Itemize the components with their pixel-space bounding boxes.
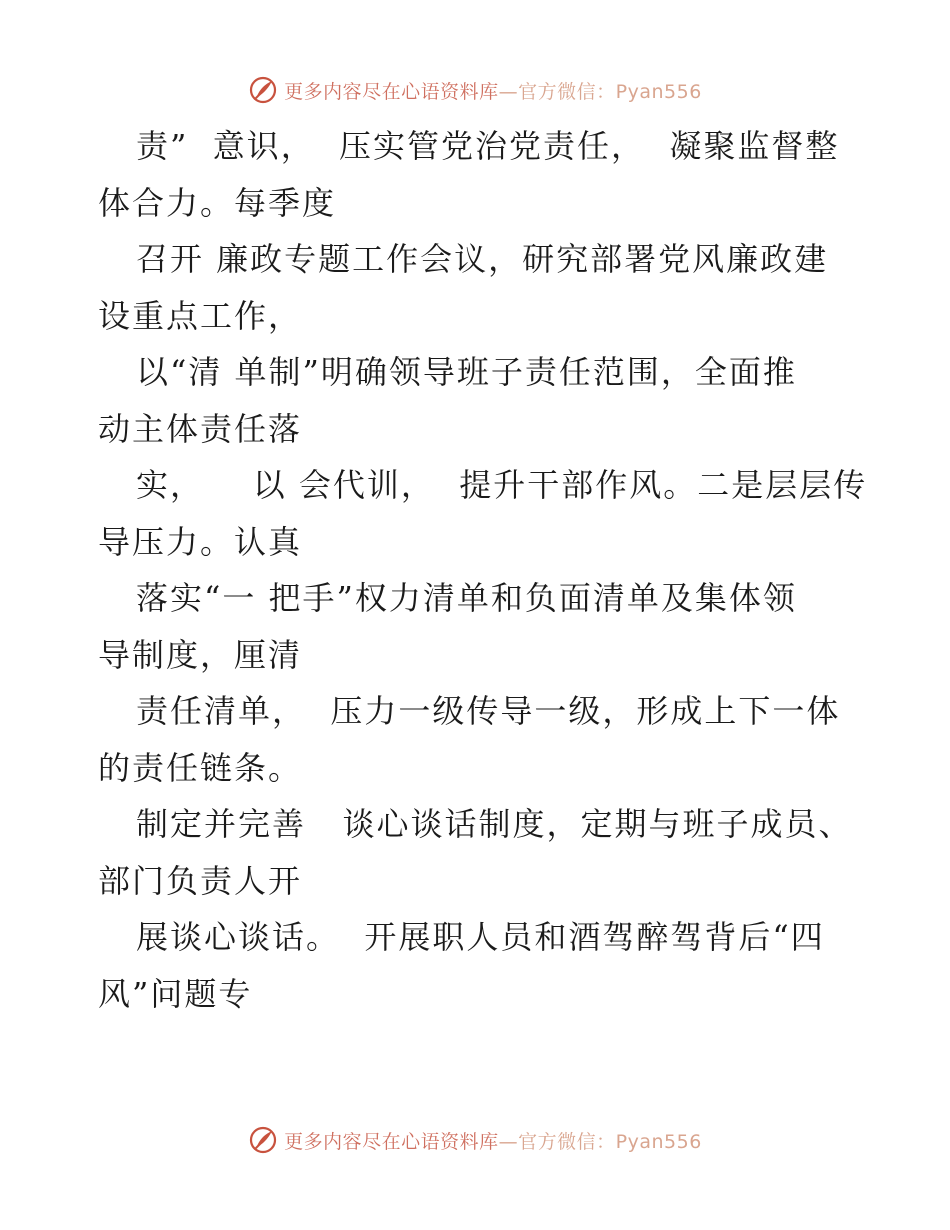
footer-watermark	[0, 1120, 950, 1160]
body-text-line: 实， 以 会代训， 提升干部作风。二是层层传	[136, 466, 868, 504]
body-text-line: 体合力。每季度	[98, 183, 337, 222]
body-text-line: 导制度，厘清	[98, 635, 303, 674]
body-text-line: 召开 廉政专题工作会议，研究部署党风廉政建	[136, 240, 829, 278]
feather-pen-circle-icon	[248, 75, 278, 105]
body-text-line: 风”问题专	[98, 974, 253, 1013]
body-text-line: 展谈心谈话。 开展职人员和酒驾醉驾背后“四	[136, 918, 825, 956]
watermark-text: 更多内容尽在心语资料库—官方微信：Pyan556	[284, 1130, 702, 1153]
body-text-line: 动主体责任落	[98, 409, 303, 448]
body-text-line: 的责任链条。	[98, 748, 303, 787]
body-text-line: 部门负责人开	[98, 861, 303, 900]
document-body	[98, 118, 868, 1022]
feather-pen-circle-icon	[248, 1125, 278, 1155]
body-text-line: 导压力。认真	[98, 522, 303, 561]
watermark-text: 更多内容尽在心语资料库—官方微信：Pyan556	[284, 80, 702, 103]
body-text-line: 以“清 单制”明确领导班子责任范围，全面推	[136, 353, 797, 391]
header-watermark	[0, 70, 950, 110]
body-text-line: 责任清单， 压力一级传导一级，形成上下一体	[136, 692, 841, 730]
body-text-line: 设重点工作，	[98, 296, 303, 335]
body-text-line: 责” 意识， 压实管党治党责任， 凝聚监督整	[136, 127, 840, 165]
body-text-line: 制定并完善 谈心谈话制度，定期与班子成员、	[136, 805, 853, 843]
body-text-line: 落实“一 把手”权力清单和负面清单及集体领	[136, 579, 797, 617]
